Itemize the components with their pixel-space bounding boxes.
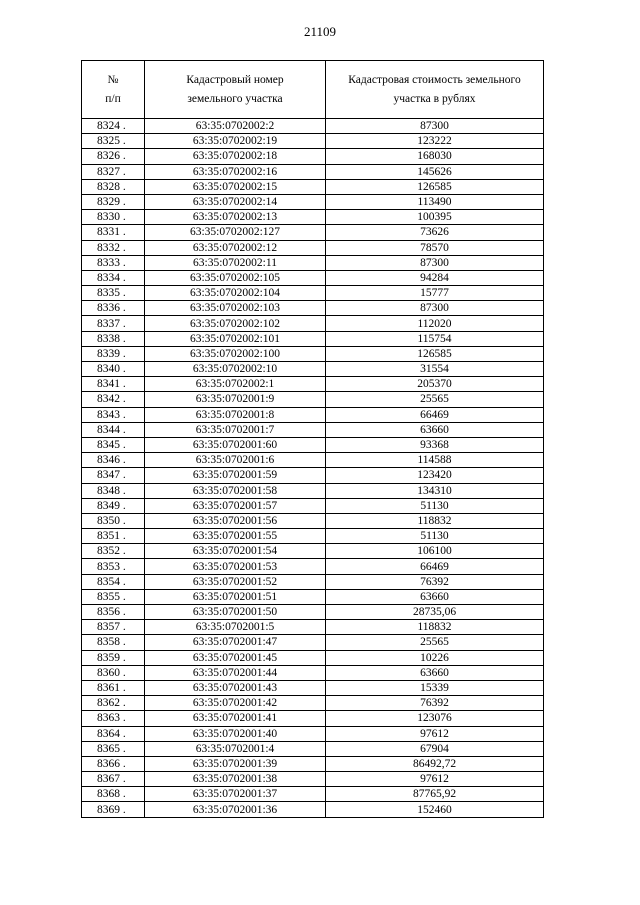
cadastral-number-cell: 63:35:0702001:38	[145, 772, 326, 787]
cadastral-number-cell: 63:35:0702001:36	[145, 802, 326, 817]
cadastral-value-cell: 63660	[326, 422, 544, 437]
row-number-cell: 8355 .	[82, 589, 145, 604]
cadastral-value-cell: 112020	[326, 316, 544, 331]
cadastral-value-cell: 106100	[326, 544, 544, 559]
cadastral-number-cell: 63:35:0702002:15	[145, 179, 326, 194]
cadastral-number-cell: 63:35:0702001:45	[145, 650, 326, 665]
table-row	[82, 362, 544, 377]
cadastral-number-cell: 63:35:0702001:40	[145, 726, 326, 741]
cadastral-value-cell: 118832	[326, 620, 544, 635]
cadastral-number-cell: 63:35:0702001:5	[145, 620, 326, 635]
table-body	[82, 119, 544, 818]
header-cadastral-number-line1: Кадастровый номер	[186, 73, 284, 86]
cadastral-number-cell: 63:35:0702001:42	[145, 696, 326, 711]
cadastral-value-cell: 15339	[326, 680, 544, 695]
cadastral-number-cell: 63:35:0702001:47	[145, 635, 326, 650]
row-number-cell: 8350 .	[82, 513, 145, 528]
table-row	[82, 605, 544, 620]
cadastral-value-cell: 73626	[326, 225, 544, 240]
table-row	[82, 772, 544, 787]
cadastral-value-cell: 115754	[326, 331, 544, 346]
row-number-cell: 8346 .	[82, 453, 145, 468]
cadastral-number-cell: 63:35:0702001:41	[145, 711, 326, 726]
cadastral-value-cell: 205370	[326, 377, 544, 392]
table-row	[82, 529, 544, 544]
table-row	[82, 635, 544, 650]
table-row	[82, 665, 544, 680]
cadastral-number-cell: 63:35:0702002:101	[145, 331, 326, 346]
table-row	[82, 483, 544, 498]
cadastral-number-cell: 63:35:0702001:56	[145, 513, 326, 528]
row-number-cell: 8342 .	[82, 392, 145, 407]
cadastral-number-cell: 63:35:0702002:103	[145, 301, 326, 316]
row-number-cell: 8325 .	[82, 134, 145, 149]
cadastral-value-cell: 76392	[326, 574, 544, 589]
row-number-cell: 8324 .	[82, 119, 145, 134]
cadastral-value-cell: 87765,92	[326, 787, 544, 802]
row-number-cell: 8360 .	[82, 665, 145, 680]
row-number-cell: 8361 .	[82, 680, 145, 695]
cadastral-value-cell: 126585	[326, 179, 544, 194]
cadastral-value-cell: 114588	[326, 453, 544, 468]
row-number-cell: 8332 .	[82, 240, 145, 255]
row-number-cell: 8356 .	[82, 605, 145, 620]
cadastral-number-cell: 63:35:0702002:10	[145, 362, 326, 377]
cadastral-value-cell: 15777	[326, 286, 544, 301]
cadastral-number-cell: 63:35:0702002:11	[145, 255, 326, 270]
cadastral-value-cell: 10226	[326, 650, 544, 665]
table-row	[82, 559, 544, 574]
row-number-cell: 8330 .	[82, 210, 145, 225]
row-number-cell: 8369 .	[82, 802, 145, 817]
header-cadastral-value-line2: участка в рублях	[393, 92, 476, 105]
table-row	[82, 756, 544, 771]
header-row-number-line2: п/п	[105, 92, 121, 105]
table-row	[82, 240, 544, 255]
table-row	[82, 270, 544, 285]
row-number-cell: 8344 .	[82, 422, 145, 437]
cadastral-number-cell: 63:35:0702001:60	[145, 437, 326, 452]
cadastral-number-cell: 63:35:0702002:19	[145, 134, 326, 149]
cadastral-number-cell: 63:35:0702001:9	[145, 392, 326, 407]
table-row	[82, 392, 544, 407]
table-row	[82, 544, 544, 559]
table-row	[82, 255, 544, 270]
cadastral-number-cell: 63:35:0702001:4	[145, 741, 326, 756]
table-row	[82, 741, 544, 756]
table-row	[82, 119, 544, 134]
table-header	[82, 61, 544, 119]
cadastral-value-cell: 51130	[326, 529, 544, 544]
cadastral-number-cell: 63:35:0702001:53	[145, 559, 326, 574]
cadastral-number-cell: 63:35:0702001:43	[145, 680, 326, 695]
row-number-cell: 8364 .	[82, 726, 145, 741]
table-row	[82, 331, 544, 346]
cadastral-value-cell: 25565	[326, 635, 544, 650]
row-number-cell: 8337 .	[82, 316, 145, 331]
row-number-cell: 8362 .	[82, 696, 145, 711]
table-row	[82, 210, 544, 225]
row-number-cell: 8347 .	[82, 468, 145, 483]
table-row	[82, 179, 544, 194]
row-number-cell: 8352 .	[82, 544, 145, 559]
cadastral-value-cell: 87300	[326, 301, 544, 316]
row-number-cell: 8335 .	[82, 286, 145, 301]
cadastral-number-cell: 63:35:0702002:12	[145, 240, 326, 255]
table-row	[82, 134, 544, 149]
cadastral-value-cell: 86492,72	[326, 756, 544, 771]
cadastral-number-cell: 63:35:0702002:1	[145, 377, 326, 392]
cadastral-number-cell: 63:35:0702001:44	[145, 665, 326, 680]
row-number-cell: 8351 .	[82, 529, 145, 544]
row-number-cell: 8334 .	[82, 270, 145, 285]
header-cadastral-number	[145, 61, 326, 119]
cadastral-value-cell: 123076	[326, 711, 544, 726]
header-row-number	[82, 61, 145, 119]
row-number-cell: 8348 .	[82, 483, 145, 498]
cadastral-value-cell: 100395	[326, 210, 544, 225]
table-row	[82, 802, 544, 817]
table-row	[82, 194, 544, 209]
row-number-cell: 8363 .	[82, 711, 145, 726]
cadastral-number-cell: 63:35:0702002:2	[145, 119, 326, 134]
row-number-cell: 8345 .	[82, 437, 145, 452]
cadastral-value-cell: 123420	[326, 468, 544, 483]
table-row	[82, 149, 544, 164]
cadastral-value-cell: 67904	[326, 741, 544, 756]
cadastral-number-cell: 63:35:0702001:54	[145, 544, 326, 559]
cadastral-value-cell: 25565	[326, 392, 544, 407]
row-number-cell: 8336 .	[82, 301, 145, 316]
cadastral-number-cell: 63:35:0702002:127	[145, 225, 326, 240]
row-number-cell: 8340 .	[82, 362, 145, 377]
cadastral-value-cell: 123222	[326, 134, 544, 149]
table-row	[82, 407, 544, 422]
cadastral-number-cell: 63:35:0702001:51	[145, 589, 326, 604]
table-row	[82, 468, 544, 483]
cadastral-number-cell: 63:35:0702002:14	[145, 194, 326, 209]
table-row	[82, 589, 544, 604]
cadastral-number-cell: 63:35:0702001:55	[145, 529, 326, 544]
row-number-cell: 8368 .	[82, 787, 145, 802]
cadastral-value-cell: 78570	[326, 240, 544, 255]
cadastral-number-cell: 63:35:0702002:102	[145, 316, 326, 331]
row-number-cell: 8353 .	[82, 559, 145, 574]
cadastral-value-cell: 87300	[326, 255, 544, 270]
cadastral-number-cell: 63:35:0702001:52	[145, 574, 326, 589]
cadastral-number-cell: 63:35:0702002:104	[145, 286, 326, 301]
table-row	[82, 286, 544, 301]
row-number-cell: 8327 .	[82, 164, 145, 179]
cadastral-value-table	[81, 60, 544, 818]
page-number: 21109	[303, 24, 337, 39]
table-row	[82, 453, 544, 468]
cadastral-value-cell: 134310	[326, 483, 544, 498]
cadastral-number-cell: 63:35:0702001:7	[145, 422, 326, 437]
cadastral-value-cell: 66469	[326, 559, 544, 574]
cadastral-number-cell: 63:35:0702001:59	[145, 468, 326, 483]
cadastral-value-cell: 113490	[326, 194, 544, 209]
row-number-cell: 8339 .	[82, 346, 145, 361]
cadastral-number-cell: 63:35:0702002:16	[145, 164, 326, 179]
cadastral-value-cell: 51130	[326, 498, 544, 513]
table-row	[82, 726, 544, 741]
row-number-cell: 8328 .	[82, 179, 145, 194]
cadastral-value-cell: 126585	[326, 346, 544, 361]
table-row	[82, 574, 544, 589]
cadastral-value-cell: 66469	[326, 407, 544, 422]
cadastral-value-cell: 94284	[326, 270, 544, 285]
cadastral-number-cell: 63:35:0702001:50	[145, 605, 326, 620]
table-row	[82, 696, 544, 711]
table-row	[82, 316, 544, 331]
cadastral-value-cell: 63660	[326, 665, 544, 680]
cadastral-value-cell: 76392	[326, 696, 544, 711]
cadastral-value-cell: 87300	[326, 119, 544, 134]
row-number-cell: 8349 .	[82, 498, 145, 513]
cadastral-value-cell: 28735,06	[326, 605, 544, 620]
table-row	[82, 650, 544, 665]
header-cadastral-number-line2: земельного участка	[187, 92, 283, 105]
cadastral-number-cell: 63:35:0702001:37	[145, 787, 326, 802]
table-row	[82, 301, 544, 316]
table-row	[82, 377, 544, 392]
row-number-cell: 8354 .	[82, 574, 145, 589]
row-number-cell: 8331 .	[82, 225, 145, 240]
header-cadastral-value-line1: Кадастровая стоимость земельного	[348, 73, 521, 86]
row-number-cell: 8333 .	[82, 255, 145, 270]
row-number-cell: 8338 .	[82, 331, 145, 346]
header-row-number-line1: №	[107, 73, 119, 86]
cadastral-value-cell: 31554	[326, 362, 544, 377]
row-number-cell: 8366 .	[82, 756, 145, 771]
row-number-cell: 8367 .	[82, 772, 145, 787]
cadastral-value-cell: 97612	[326, 772, 544, 787]
cadastral-number-cell: 63:35:0702002:100	[145, 346, 326, 361]
cadastral-value-cell: 118832	[326, 513, 544, 528]
table-row	[82, 498, 544, 513]
cadastral-number-cell: 63:35:0702001:58	[145, 483, 326, 498]
cadastral-number-cell: 63:35:0702001:39	[145, 756, 326, 771]
table-row	[82, 346, 544, 361]
table-row	[82, 513, 544, 528]
cadastral-value-cell: 93368	[326, 437, 544, 452]
cadastral-number-cell: 63:35:0702002:13	[145, 210, 326, 225]
cadastral-value-cell: 168030	[326, 149, 544, 164]
row-number-cell: 8365 .	[82, 741, 145, 756]
table-row	[82, 711, 544, 726]
row-number-cell: 8341 .	[82, 377, 145, 392]
cadastral-value-cell: 145626	[326, 164, 544, 179]
cadastral-value-cell: 63660	[326, 589, 544, 604]
cadastral-number-cell: 63:35:0702001:8	[145, 407, 326, 422]
cadastral-value-cell: 152460	[326, 802, 544, 817]
cadastral-number-cell: 63:35:0702002:105	[145, 270, 326, 285]
row-number-cell: 8343 .	[82, 407, 145, 422]
row-number-cell: 8357 .	[82, 620, 145, 635]
table-row	[82, 620, 544, 635]
table-row	[82, 164, 544, 179]
table-row	[82, 437, 544, 452]
header-cadastral-value	[326, 61, 544, 119]
table-row	[82, 787, 544, 802]
row-number-cell: 8329 .	[82, 194, 145, 209]
cadastral-number-cell: 63:35:0702001:57	[145, 498, 326, 513]
cadastral-number-cell: 63:35:0702002:18	[145, 149, 326, 164]
table-row	[82, 680, 544, 695]
row-number-cell: 8326 .	[82, 149, 145, 164]
header-row	[82, 61, 544, 119]
row-number-cell: 8359 .	[82, 650, 145, 665]
table-row	[82, 225, 544, 240]
cadastral-value-cell: 97612	[326, 726, 544, 741]
cadastral-number-cell: 63:35:0702001:6	[145, 453, 326, 468]
table-row	[82, 422, 544, 437]
row-number-cell: 8358 .	[82, 635, 145, 650]
